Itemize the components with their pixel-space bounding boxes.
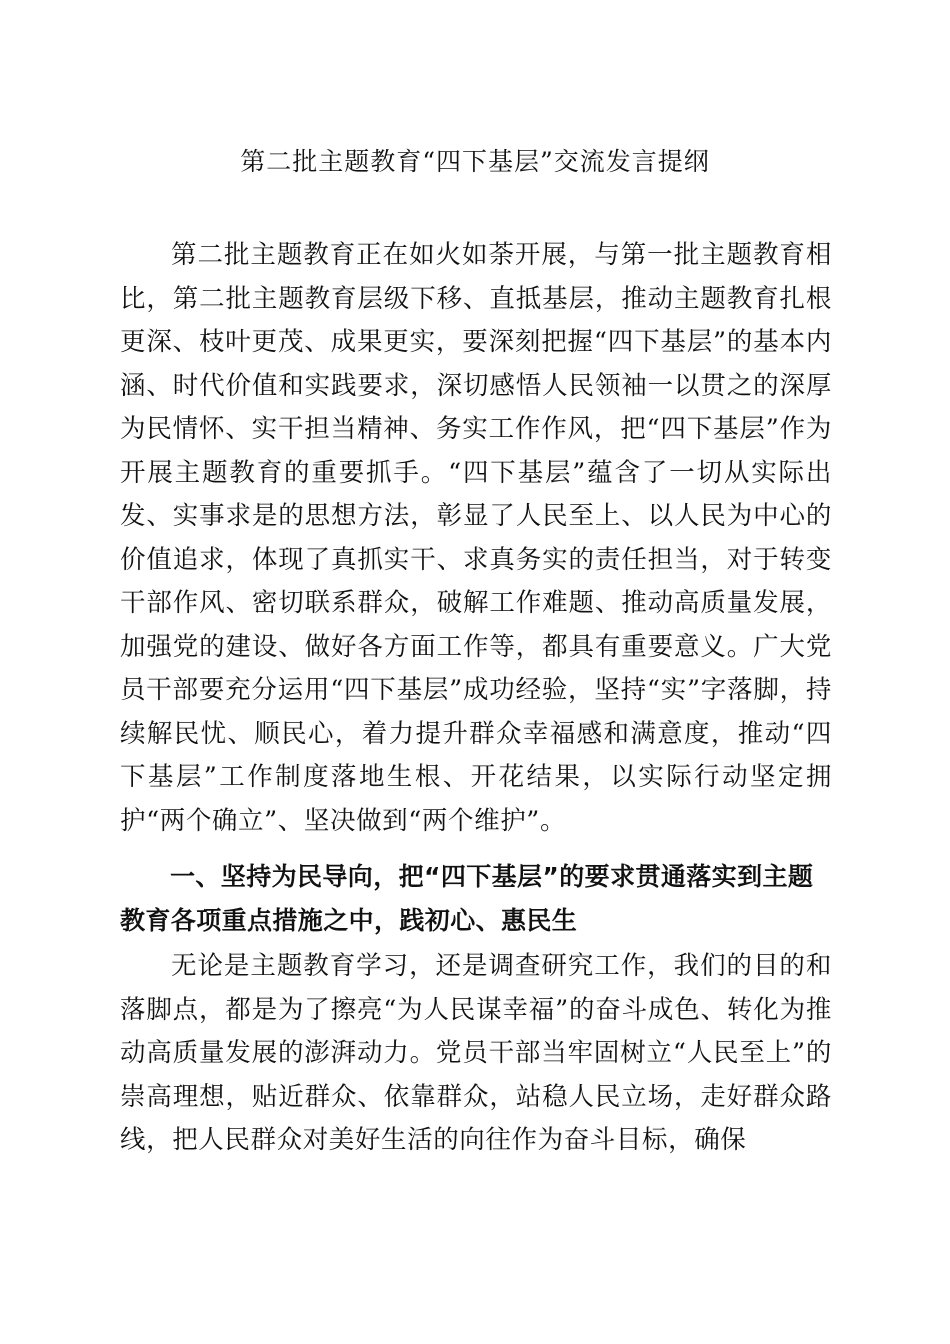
paragraph-intro: 第二批主题教育正在如火如荼开展，与第一批主题教育相比，第二批主题教育层级下移、直抵基层，推动主题教育扎根更深、枝叶更茂、成果更实，要深刻把握“四下基层”的基本内涵、时代价值和实践要求，深切感悟人民领袖一以贯之的深厚为民情怀、实干担当精神、务实工作作风，把“四下基层”作为开展主题教育的重要抓手。“四下基层”蕴含了一切从实际出发、实事求是的思想方法，彰显了人民至上、以人民为中心的价值追求，体现了真抓实干、求真务实的责任担当，对于转变干部作风、密切联系群众，破解工作难题、推动高质量发展，加强党的建设、做好各方面工作等，都具有重要意义。广大党员干部要充分运用“四下基层”成功经验，坚持“实”字落脚，持续解民忧、顺民心，着力提升群众幸福感和满意度，推动“四下基层”工作制度落地生根、开花结果，以实际行动坚定拥护“两个确立”、坚决做到“两个维护”。 [120,240,832,836]
paragraph-section-1: 无论是主题教育学习，还是调查研究工作，我们的目的和落脚点，都是为了擦亮“为人民谋幸福”的奋斗成色、转化为推动高质量发展的澎湃动力。党员干部当牢固树立“人民至上”的崇高理想，贴近群众、依靠群众，站稳人民立场，走好群众路线，把人民群众对美好生活的向往作为奋斗目标，确保 [120,951,832,1155]
document-title: 第二批主题教育“四下基层”交流发言提纲 [240,147,710,176]
section-1-heading: 一、坚持为民导向，把“四下基层”的要求贯通落实到主题教育各项重点措施之中，践初心、惠民生 [120,862,814,935]
